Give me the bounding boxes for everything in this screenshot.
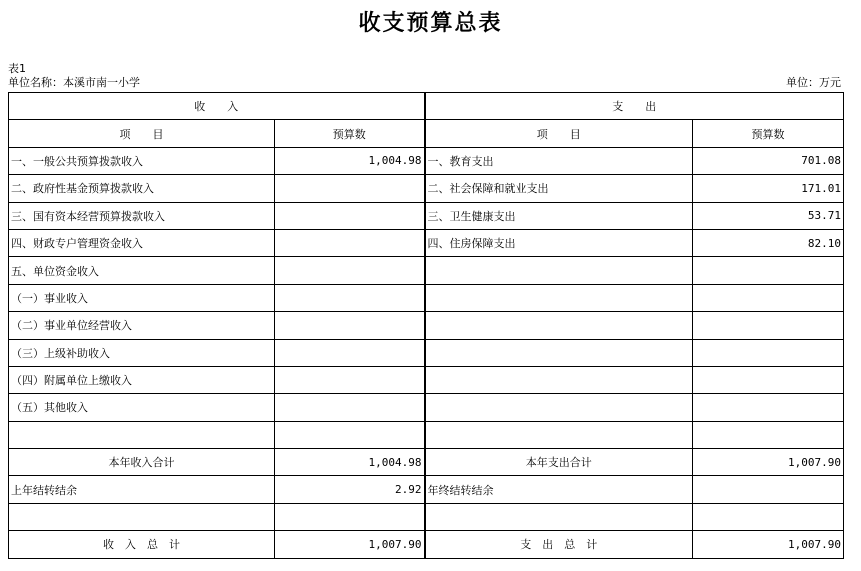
income-amount xyxy=(275,202,425,229)
grand-total-row xyxy=(9,531,844,558)
income-item: 五、单位资金收入 xyxy=(9,257,275,284)
income-amount xyxy=(275,312,425,339)
expense-amount xyxy=(693,257,844,284)
expense-amount: 701.08 xyxy=(693,147,844,174)
unit-name: 单位名称：本溪市南一小学 xyxy=(8,76,140,89)
table-row xyxy=(9,202,844,229)
expense-amount: 171.01 xyxy=(693,175,844,202)
table-row xyxy=(9,229,844,256)
income-budget-header: 预算数 xyxy=(275,120,425,147)
page-title: 收支预算总表 xyxy=(358,10,503,36)
year-total-row xyxy=(9,449,844,476)
column-header-row xyxy=(9,120,844,147)
income-carry-label: 上年结转结余 xyxy=(9,476,275,503)
section-header-row xyxy=(9,93,844,120)
expense-item xyxy=(425,366,693,393)
income-amount xyxy=(275,339,425,366)
expense-section-header: 支 出 xyxy=(425,93,844,120)
income-section-header: 收 入 xyxy=(9,93,425,120)
expense-carry-amount xyxy=(693,476,844,503)
expense-amount xyxy=(693,394,844,421)
income-amount xyxy=(275,284,425,311)
expense-item xyxy=(425,394,693,421)
empty-cell xyxy=(425,503,693,530)
income-amount xyxy=(275,366,425,393)
table-row xyxy=(9,257,844,284)
budget-table-body xyxy=(9,93,844,559)
income-item: 三、国有资本经营预算拨款收入 xyxy=(9,202,275,229)
income-amount xyxy=(275,421,425,448)
expense-item-header: 项 目 xyxy=(425,120,693,147)
income-item: （三）上级补助收入 xyxy=(9,339,275,366)
income-item: （五）其他收入 xyxy=(9,394,275,421)
expense-item: 二、社会保障和就业支出 xyxy=(425,175,693,202)
expense-item xyxy=(425,257,693,284)
expense-amount: 53.71 xyxy=(693,202,844,229)
empty-cell xyxy=(693,503,844,530)
unit-label: 单位：万元 xyxy=(786,76,841,89)
income-amount xyxy=(275,394,425,421)
income-grand-total-label: 收 入 总 计 xyxy=(9,531,275,558)
expense-item xyxy=(425,339,693,366)
expense-grand-total-amount: 1,007.90 xyxy=(693,531,844,558)
table-label: 表1 xyxy=(8,62,26,75)
income-item-header: 项 目 xyxy=(9,120,275,147)
income-carry-amount: 2.92 xyxy=(275,476,425,503)
expense-item xyxy=(425,312,693,339)
table-row xyxy=(9,366,844,393)
table-row xyxy=(9,394,844,421)
income-year-total-amount: 1,004.98 xyxy=(275,449,425,476)
income-item: 一、一般公共预算拨款收入 xyxy=(9,147,275,174)
income-item xyxy=(9,421,275,448)
expense-item xyxy=(425,421,693,448)
expense-grand-total-label: 支 出 总 计 xyxy=(425,531,693,558)
expense-budget-header: 预算数 xyxy=(693,120,844,147)
expense-year-total-amount: 1,007.90 xyxy=(693,449,844,476)
carry-over-row xyxy=(9,476,844,503)
table-row xyxy=(9,147,844,174)
empty-cell xyxy=(9,503,275,530)
expense-amount xyxy=(693,284,844,311)
income-item: 四、财政专户管理资金收入 xyxy=(9,229,275,256)
expense-item: 一、教育支出 xyxy=(425,147,693,174)
income-item: 二、政府性基金预算拨款收入 xyxy=(9,175,275,202)
table-row xyxy=(9,503,844,530)
table-row xyxy=(9,421,844,448)
income-item: （二）事业单位经营收入 xyxy=(9,312,275,339)
table-row xyxy=(9,339,844,366)
income-item: （一）事业收入 xyxy=(9,284,275,311)
table-row xyxy=(9,175,844,202)
table-row xyxy=(9,312,844,339)
income-amount xyxy=(275,175,425,202)
income-amount xyxy=(275,229,425,256)
expense-item: 三、卫生健康支出 xyxy=(425,202,693,229)
table-row xyxy=(9,284,844,311)
expense-year-total-label: 本年支出合计 xyxy=(425,449,693,476)
expense-carry-label: 年终结转结余 xyxy=(425,476,693,503)
income-amount: 1,004.98 xyxy=(275,147,425,174)
expense-amount xyxy=(693,312,844,339)
expense-amount xyxy=(693,339,844,366)
empty-cell xyxy=(275,503,425,530)
income-year-total-label: 本年收入合计 xyxy=(9,449,275,476)
budget-table xyxy=(8,92,844,559)
income-item: （四）附属单位上缴收入 xyxy=(9,366,275,393)
expense-amount: 82.10 xyxy=(693,229,844,256)
income-grand-total-amount: 1,007.90 xyxy=(275,531,425,558)
expense-item: 四、住房保障支出 xyxy=(425,229,693,256)
expense-amount xyxy=(693,421,844,448)
expense-amount xyxy=(693,366,844,393)
income-amount xyxy=(275,257,425,284)
expense-item xyxy=(425,284,693,311)
